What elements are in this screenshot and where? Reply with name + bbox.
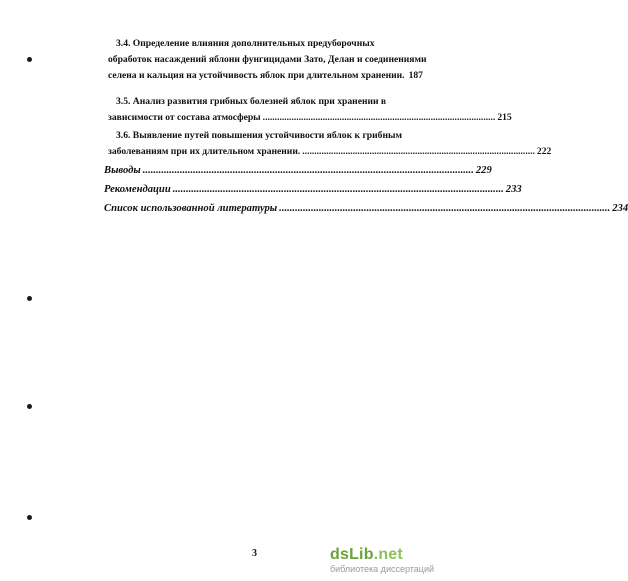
page-number: 3 <box>252 548 257 559</box>
toc-entry-text: Список использованной литературы <box>104 203 278 214</box>
toc-leader-dots: ................................................................................................. <box>302 146 535 157</box>
toc-page-number: 222 <box>536 146 552 157</box>
logo-tld-text: .net <box>373 546 403 563</box>
toc-entry-3-4[interactable] <box>108 36 427 84</box>
toc-entry-text: 3.4. Определение влияния дополнительных предуборочных <box>116 38 375 49</box>
scan-hole-mark <box>27 515 32 520</box>
toc-leader-dots: ................................................................................................. <box>262 112 496 123</box>
scan-hole-mark <box>27 404 32 409</box>
toc-page-number: 229 <box>475 165 492 176</box>
logo-main-text: dsLib <box>330 546 374 563</box>
toc-leader-dots: ............................................................................................................................. <box>172 184 504 195</box>
toc-page-number: 187 <box>408 70 423 81</box>
toc-page-number: 215 <box>497 112 512 123</box>
toc-entry-recommendations[interactable] <box>104 184 522 195</box>
scan-hole-mark <box>27 57 32 62</box>
toc-entry-conclusions[interactable] <box>104 165 492 176</box>
toc-entry-text: 3.5. Анализ развития грибных болезней яблок при хранении в <box>116 96 387 107</box>
toc-entry-text: селена и кальция на устойчивость яблок при длительном хранении. <box>108 70 405 81</box>
watermark-subtitle: библиотека диссертаций <box>330 564 435 574</box>
toc-entry-text: зависимости от состава атмосферы <box>108 112 261 123</box>
dslib-logo <box>330 546 442 564</box>
toc-entry-text: заболеваниям при их длительном хранении. <box>108 146 301 157</box>
toc-page-number: 233 <box>505 184 522 195</box>
toc-entry-text: обработок насаждений яблони фунгицидами Зато, Делан и соединениями <box>108 54 427 65</box>
toc-entry-text: 3.6. Выявление путей повышения устойчивости яблок к грибным <box>116 130 403 141</box>
toc-entry-text: Рекомендации <box>104 184 171 195</box>
toc-entry-text: Выводы <box>104 165 141 176</box>
toc-entry-3-5[interactable] <box>108 94 512 126</box>
toc-entry-references[interactable] <box>104 203 628 214</box>
toc-leader-dots: ............................................................................................................................. <box>279 203 611 214</box>
toc-entry-3-6[interactable] <box>108 128 552 160</box>
scan-hole-mark <box>27 296 32 301</box>
toc-page-number: 234 <box>612 203 628 214</box>
toc-leader-dots: ............................................................................................................................. <box>142 165 474 176</box>
dslib-watermark[interactable] <box>330 546 442 576</box>
